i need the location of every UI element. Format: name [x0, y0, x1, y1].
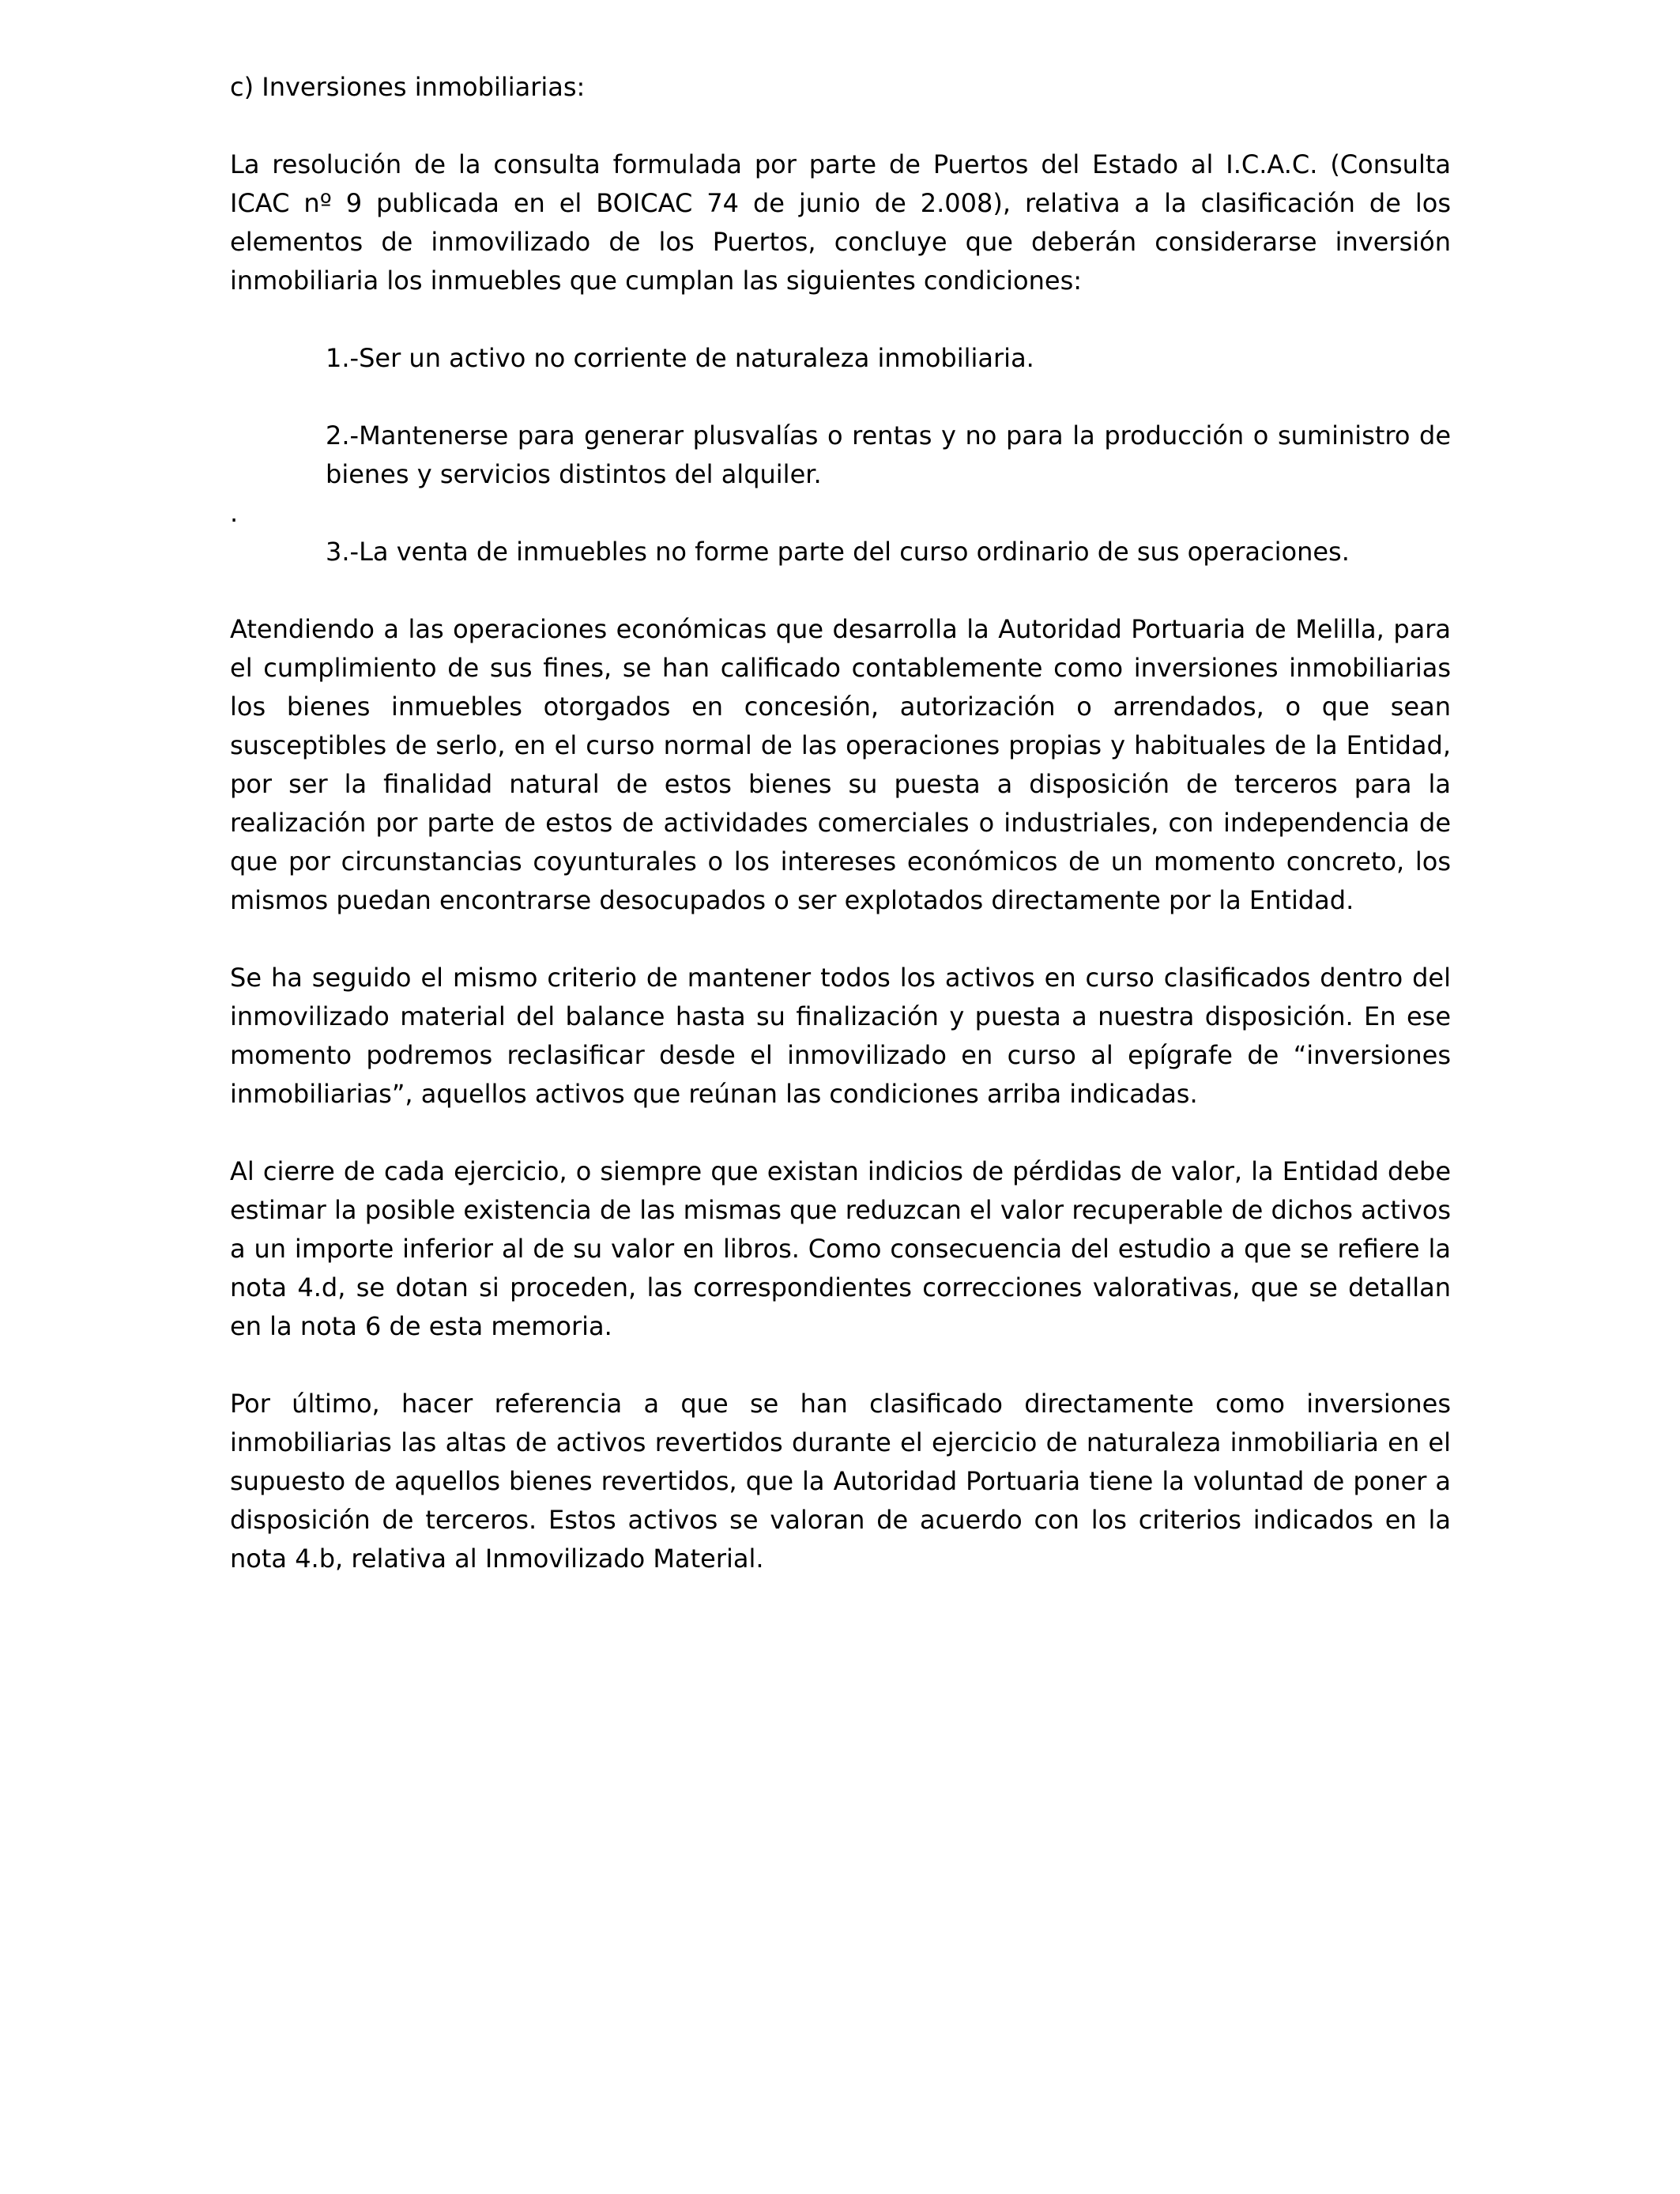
- section-heading: c) Inversiones inmobiliarias:: [230, 72, 586, 102]
- condition-item-2: 2.-Mantenerse para generar plusvalías o rentas y no para la producción o suministro de bienes y servicios distintos del alquiler.: [326, 420, 1451, 489]
- intro-paragraph: La resolución de la consulta formulada por parte de Puertos del Estado al I.C.A.C. (Consulta ICAC nº 9 publicada en el BOICAC 74 de junio de 2.008), relativa a la clasificación de los elementos de inmovilizado de los Puertos, concluye que deberán considerarse inversión inmobiliaria los inmuebles que cumplan las siguientes condiciones:: [230, 149, 1451, 296]
- condition-item-1: 1.-Ser un activo no corriente de naturaleza inmobiliaria.: [326, 343, 1034, 373]
- condition-item-3: 3.-La venta de inmuebles no forme parte del curso ordinario de sus operaciones.: [326, 537, 1350, 567]
- body-paragraph-4: Por último, hacer referencia a que se han clasificado directamente como inversiones inmobiliarias las altas de activos revertidos durante el ejercicio de naturaleza inmobiliaria en el supuesto de aquellos bienes revertidos, que la Autoridad Portuaria tiene la voluntad de poner a disposición de terceros. Estos activos se valoran de acuerdo con los criterios indicados en la nota 4.b, relativa al Inmovilizado Material.: [230, 1389, 1451, 1574]
- body-paragraph-1: Atendiendo a las operaciones económicas que desarrolla la Autoridad Portuaria de Melilla, para el cumplimiento de sus fines, se han calificado contablemente como inversiones inmobiliarias los bienes inmuebles otorgados en concesión, autorización o arrendados, o que sean susceptibles de serlo, en el curso normal de las operaciones propias y habituales de la Entidad, por ser la finalidad natural de estos bienes su puesta a disposición de terceros para la realización por parte de estos de actividades comerciales o industriales, con independencia de que por circunstancias coyunturales o los intereses económicos de un momento concreto, los mismos puedan encontrarse desocupados o ser explotados directamente por la Entidad.: [230, 614, 1451, 915]
- document-body: [230, 68, 1451, 1578]
- body-paragraph-2: Se ha seguido el mismo criterio de mantener todos los activos en curso clasificados dentro del inmovilizado material del balance hasta su finalización y puesta a nuestra disposición. En ese momento podremos reclasificar desde el inmovilizado en curso al epígrafe de “inversiones inmobiliarias”, aquellos activos que reúnan las condiciones arriba indicadas.: [230, 963, 1451, 1109]
- stray-mark-line: [230, 494, 1451, 533]
- body-paragraph-3: Al cierre de cada ejercicio, o siempre que existan indicios de pérdidas de valor, la Entidad debe estimar la posible existencia de las mismas que reduzcan el valor recuperable de dichos activos a un importe inferior al de su valor en libros. Como consecuencia del estudio a que se refiere la nota 4.d, se dotan si proceden, las correspondientes correcciones valorativas, que se detallan en la nota 6 de esta memoria.: [230, 1156, 1451, 1341]
- stray-mark: .: [230, 498, 239, 528]
